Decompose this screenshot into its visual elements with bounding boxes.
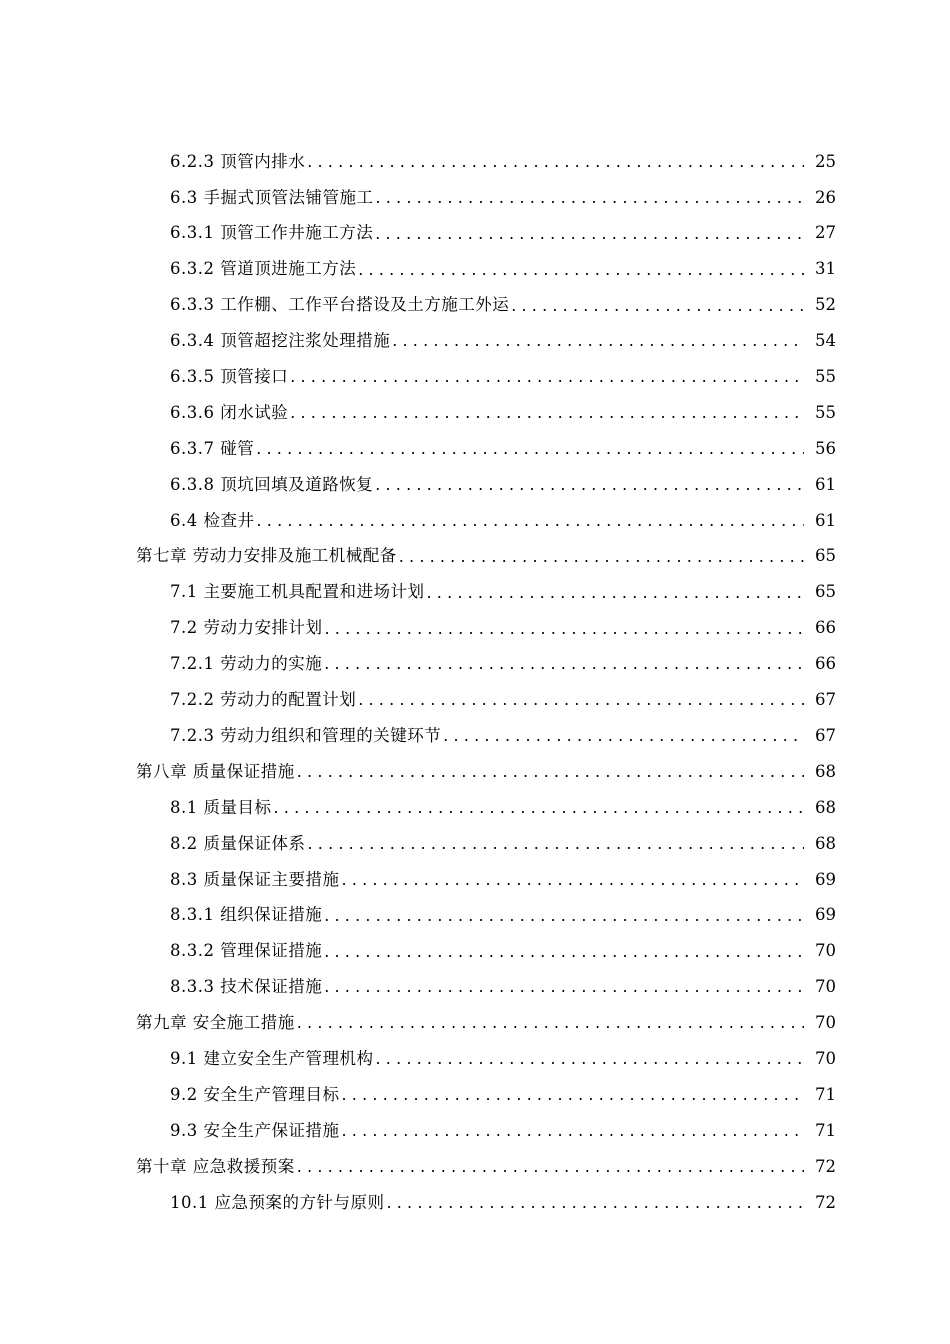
toc-entry-title: 9.1 建立安全生产管理机构 [170, 1048, 374, 1068]
toc-entry-page: 67 [815, 725, 836, 745]
toc-entry-page: 68 [815, 761, 836, 781]
toc-entry-title: 9.3 安全生产保证措施 [170, 1120, 340, 1140]
toc-chapter-entry[interactable] [0, 754, 950, 790]
dot-leader [324, 944, 804, 960]
toc-entry[interactable] [0, 682, 950, 718]
toc-entry-page: 70 [815, 1013, 836, 1033]
toc-entry[interactable] [0, 359, 950, 395]
toc-entry-title: 8.3.2 管理保证措施 [170, 941, 323, 961]
toc-entry-page: 66 [815, 618, 836, 638]
toc-entry-page: 65 [815, 582, 836, 602]
toc-entry[interactable] [0, 718, 950, 754]
toc-entry-page: 70 [815, 941, 836, 961]
dot-leader [342, 1087, 805, 1103]
toc-entry-title: 7.2 劳动力安排计划 [170, 618, 323, 638]
toc-entry-page: 56 [815, 438, 836, 458]
toc-entry-title: 6.3.6 闭水试验 [170, 402, 289, 422]
dot-leader [392, 333, 804, 349]
toc-entry-page: 71 [815, 1120, 836, 1140]
toc-entry-title: 第八章 质量保证措施 [136, 761, 295, 781]
dot-leader [297, 1159, 804, 1175]
toc-entry-title: 10.1 应急预案的方针与原则 [170, 1192, 385, 1212]
toc-entry-title: 6.3.7 碰管 [170, 438, 255, 458]
toc-chapter-entry[interactable] [0, 539, 950, 575]
dot-leader [511, 298, 804, 314]
toc-entry-title: 7.1 主要施工机具配置和进场计划 [170, 582, 425, 602]
dot-leader [256, 441, 804, 457]
dot-leader [297, 764, 804, 780]
toc-entry-page: 69 [815, 869, 836, 889]
toc-entry-page: 68 [815, 833, 836, 853]
toc-entry[interactable] [0, 898, 950, 934]
toc-entry[interactable] [0, 1077, 950, 1113]
toc-entry-page: 72 [815, 1192, 836, 1212]
toc-entry[interactable] [0, 646, 950, 682]
toc-entry-page: 69 [815, 905, 836, 925]
dot-leader [358, 262, 804, 278]
toc-entry-page: 55 [815, 367, 836, 387]
toc-entry[interactable] [0, 1113, 950, 1149]
toc-entry-title: 8.3 质量保证主要措施 [170, 869, 340, 889]
toc-entry-page: 31 [815, 259, 836, 279]
toc-entry[interactable] [0, 790, 950, 826]
toc-entry-title: 8.3.1 组织保证措施 [170, 905, 323, 925]
toc-entry-page: 67 [815, 690, 836, 710]
toc-entry[interactable] [0, 216, 950, 252]
dot-leader [324, 979, 804, 995]
toc-chapter-entry[interactable] [0, 1149, 950, 1185]
toc-entry-page: 68 [815, 797, 836, 817]
toc-entry[interactable] [0, 431, 950, 467]
toc-entry[interactable] [0, 826, 950, 862]
dot-leader [308, 836, 805, 852]
toc-entry-title: 第十章 应急救援预案 [136, 1156, 295, 1176]
toc-entry-page: 70 [815, 1048, 836, 1068]
toc-entry[interactable] [0, 467, 950, 503]
toc-entry-title: 7.2.2 劳动力的配置计划 [170, 690, 357, 710]
toc-entry-page: 54 [815, 331, 836, 351]
toc-entry[interactable] [0, 862, 950, 898]
dot-leader [342, 872, 805, 888]
dot-leader [325, 621, 805, 637]
toc-entry-title: 8.1 质量目标 [170, 797, 272, 817]
dot-leader [375, 477, 804, 493]
dot-leader [375, 226, 804, 242]
toc-entry-title: 8.2 质量保证体系 [170, 833, 306, 853]
toc-entry-page: 61 [815, 510, 836, 530]
toc-entry[interactable] [0, 395, 950, 431]
dot-leader [386, 1195, 804, 1211]
toc-entry[interactable] [0, 503, 950, 539]
toc-entry-title: 6.3.1 顶管工作井施工方法 [170, 223, 374, 243]
toc-entry[interactable] [0, 934, 950, 970]
toc-entry-title: 6.4 检查井 [170, 510, 255, 530]
toc-entry-page: 72 [815, 1156, 836, 1176]
table-of-contents [0, 144, 950, 1221]
toc-entry-title: 6.3.5 顶管接口 [170, 367, 289, 387]
dot-leader [399, 549, 804, 565]
dot-leader [342, 1123, 805, 1139]
toc-entry-page: 71 [815, 1084, 836, 1104]
toc-entry[interactable] [0, 969, 950, 1005]
toc-entry-title: 6.3.4 顶管超挖注浆处理措施 [170, 331, 391, 351]
toc-entry-page: 26 [815, 187, 836, 207]
dot-leader [376, 190, 805, 206]
toc-entry[interactable] [0, 1041, 950, 1077]
toc-entry[interactable] [0, 323, 950, 359]
toc-entry-page: 55 [815, 402, 836, 422]
toc-entry-title: 9.2 安全生产管理目标 [170, 1084, 340, 1104]
toc-entry[interactable] [0, 288, 950, 324]
toc-entry-page: 27 [815, 223, 836, 243]
dot-leader [297, 1015, 804, 1031]
dot-leader [324, 656, 804, 672]
dot-leader [290, 405, 804, 421]
toc-entry-page: 52 [815, 295, 836, 315]
toc-entry-title: 第九章 安全施工措施 [136, 1013, 295, 1033]
toc-entry-page: 66 [815, 654, 836, 674]
toc-entry-page: 65 [815, 546, 836, 566]
dot-leader [307, 154, 804, 170]
dot-leader [290, 369, 804, 385]
toc-entry-title: 8.3.3 技术保证措施 [170, 977, 323, 997]
toc-entry[interactable] [0, 144, 950, 180]
dot-leader [443, 728, 804, 744]
dot-leader [257, 513, 805, 529]
toc-entry-title: 6.2.3 顶管内排水 [170, 151, 306, 171]
toc-chapter-entry[interactable] [0, 1005, 950, 1041]
toc-entry[interactable] [0, 575, 950, 611]
toc-entry[interactable] [0, 611, 950, 647]
toc-entry-title: 7.2.1 劳动力的实施 [170, 654, 323, 674]
toc-entry[interactable] [0, 1185, 950, 1221]
dot-leader [358, 692, 804, 708]
dot-leader [274, 800, 805, 816]
toc-entry-title: 6.3 手掘式顶管法铺管施工 [170, 187, 374, 207]
dot-leader [376, 1051, 805, 1067]
dot-leader [427, 585, 805, 601]
toc-entry-page: 61 [815, 474, 836, 494]
toc-entry-page: 25 [815, 151, 836, 171]
toc-entry-title: 第七章 劳动力安排及施工机械配备 [136, 546, 397, 566]
toc-entry-title: 7.2.3 劳动力组织和管理的关键环节 [170, 725, 442, 745]
toc-entry-page: 70 [815, 977, 836, 997]
toc-entry[interactable] [0, 180, 950, 216]
toc-entry-title: 6.3.3 工作棚、工作平台搭设及土方施工外运 [170, 295, 510, 315]
toc-entry-title: 6.3.2 管道顶进施工方法 [170, 259, 357, 279]
toc-entry-title: 6.3.8 顶坑回填及道路恢复 [170, 474, 374, 494]
toc-entry[interactable] [0, 252, 950, 288]
dot-leader [324, 908, 804, 924]
